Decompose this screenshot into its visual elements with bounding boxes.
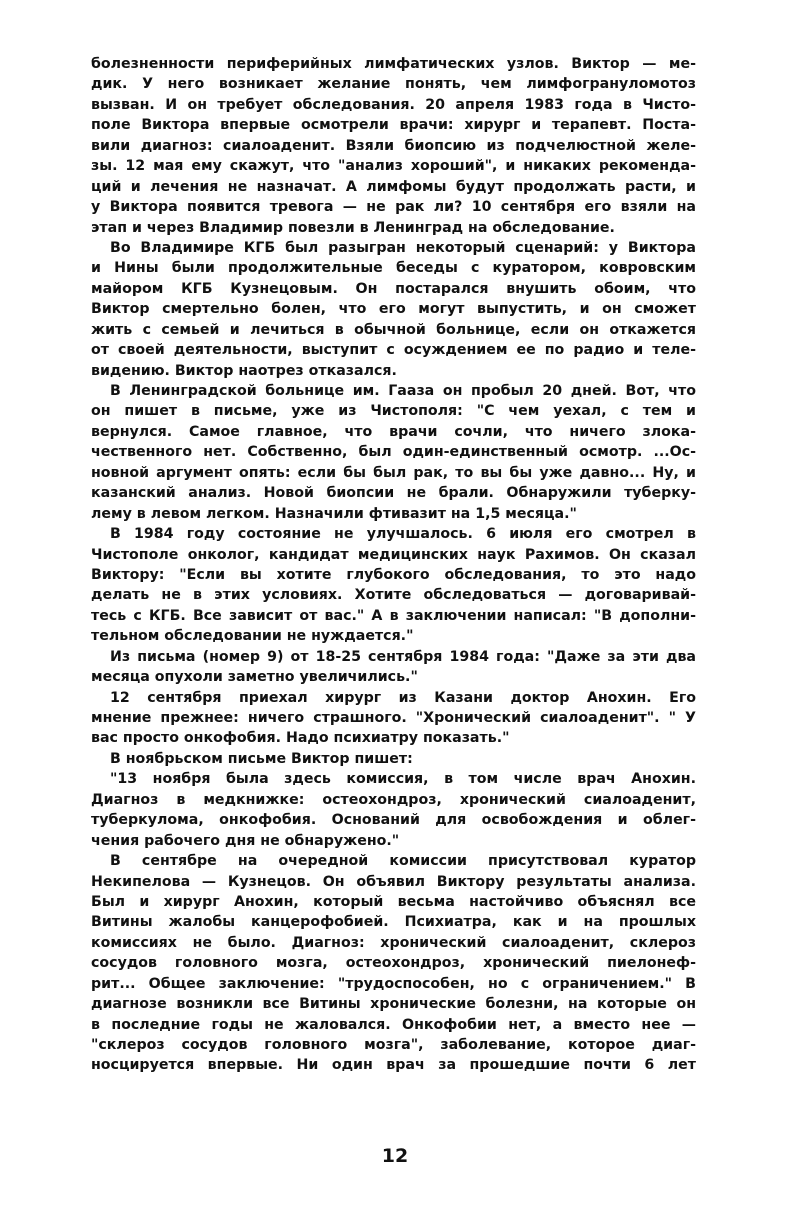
text-line: делать не в этих условиях. Хотите обследоваться — договаривай- xyxy=(91,587,696,604)
text-line: видению. Виктор наотрез отказался. xyxy=(91,362,397,379)
text-line: он пишет в письме, уже из Чистополя: "С чем уехал, с тем и xyxy=(91,403,696,420)
text-line: Диагноз в медкнижке: остеохондроз, хронический сиалоаденит, xyxy=(91,791,696,808)
body-text xyxy=(91,54,696,1076)
text-line: В Ленинградской больнице им. Гааза он пробыл 20 дней. Вот, что xyxy=(110,383,696,399)
text-line: диагнозе возникли все Витины хронические болезни, на которые он xyxy=(91,996,696,1013)
text-line: тельном обследовании не нуждается." xyxy=(91,628,414,645)
text-line: вызван. И он требует обследования. 20 апреля 1983 года в Чисто- xyxy=(91,96,696,113)
text-line: жить с семьей и лечиться в обычной больнице, если он откажется xyxy=(91,321,696,338)
text-line: Из письма (номер 9) от 18-25 сентября 1984 года: "Даже за эти два xyxy=(110,648,696,665)
text-line: зы. 12 мая ему скажут, что "анализ хороший", и никаких рекоменда- xyxy=(91,158,696,175)
text-line: В сентябре на очередной комиссии присутствовал куратор xyxy=(110,853,696,870)
text-line: чения рабочего дня не обнаружено." xyxy=(91,832,400,849)
text-line: у Виктора появится тревога — не рак ли? 10 сентября его взяли на xyxy=(91,199,696,216)
text-line: Виктор смертельно болен, что его могут выпустить, и он сможет xyxy=(91,301,696,318)
text-line: поле Виктора впервые осмотрели врачи: хирург и терапевт. Поста- xyxy=(91,117,696,134)
text-line: Витины жалобы канцерофобией. Психиатра, как и на прошлых xyxy=(91,914,696,931)
text-line: мнение прежнее: ничего страшного. "Хронический сиалоаденит". " У xyxy=(91,710,696,726)
text-line: туберкулома, онкофобия. Оснований для освобождения и облег- xyxy=(91,812,696,829)
text-line: комиссиях не было. Диагноз: хронический сиалоаденит, склероз xyxy=(91,934,696,951)
text-line: болезненности периферийных лимфатических узлов. Виктор — ме- xyxy=(91,56,696,72)
text-line: "склероз сосудов головного мозга", заболевание, которое диаг- xyxy=(91,1037,696,1053)
text-line: лему в левом легком. Назначили фтивазит на 1,5 месяца." xyxy=(91,505,577,522)
text-line: В ноябрьском письме Виктор пишет: xyxy=(110,750,413,767)
text-line: вернулся. Самое главное, что врачи сочли, что ничего злока- xyxy=(91,423,696,440)
text-line: носцируется впервые. Ни один врач за прошедшие почти 6 лет xyxy=(91,1057,696,1074)
text-line: рит... Общее заключение: "трудоспособен, но с ограничением." В xyxy=(91,975,696,992)
text-line: Чистополе онколог, кандидат медицинских наук Рахимов. Он сказал xyxy=(91,546,696,563)
text-line: чественного нет. Собственно, был один-единственный осмотр. ...Ос- xyxy=(91,444,696,461)
text-line: месяца опухоли заметно увеличились." xyxy=(91,669,418,686)
text-line: тесь с КГБ. Все зависит от вас." А в заключении написал: "В дополни- xyxy=(91,607,696,624)
text-line: дик. У него возникает желание понять, чем лимфогрануломотоз xyxy=(91,76,696,93)
text-line: вас просто онкофобия. Надо психиатру показать." xyxy=(91,730,510,747)
text-line: Во Владимире КГБ был разыгран некоторый сценарий: у Виктора xyxy=(110,239,696,256)
text-line: Был и хирург Анохин, который весьма настойчиво объяснял все xyxy=(91,893,696,910)
text-line: Некипелова — Кузнецов. Он объявил Виктору результаты анализа. xyxy=(91,873,696,890)
text-line: новной аргумент опять: если бы был рак, то вы бы уже давно... Ну, и xyxy=(91,464,696,481)
text-line: вили диагноз: сиалоаденит. Взяли биопсию из подчелюстной желе- xyxy=(91,137,696,154)
text-line: майором КГБ Кузнецовым. Он постарался внушить обоим, что xyxy=(91,280,696,297)
text-line: в последние годы не жаловался. Онкофобии нет, а вместо нее — xyxy=(91,1016,696,1033)
text-line: 12 сентября приехал хирург из Казани доктор Анохин. Его xyxy=(110,689,696,706)
text-line: этап и через Владимир повезли в Ленинград на обследование. xyxy=(91,219,615,236)
text-line: Виктору: "Если вы хотите глубокого обследования, то это надо xyxy=(91,566,696,583)
text-line: ций и лечения не назначат. А лимфомы будут продолжать расти, и xyxy=(91,178,696,195)
text-line: "13 ноября была здесь комиссия, в том числе врач Анохин. xyxy=(110,771,696,788)
text-line: В 1984 году состояние не улучшалось. 6 июля его смотрел в xyxy=(110,526,696,543)
text-line: от своей деятельности, выступит с осуждением ее по радио и теле- xyxy=(91,342,696,359)
text-line: казанский анализ. Новой биопсии не брали. Обнаружили туберку- xyxy=(91,485,696,502)
text-line: сосудов головного мозга, остеохондроз, хронический пиелонеф- xyxy=(91,955,696,972)
text-line: и Нины были продолжительные беседы с куратором, ковровским xyxy=(91,260,696,277)
page-number: 12 xyxy=(381,1145,409,1167)
